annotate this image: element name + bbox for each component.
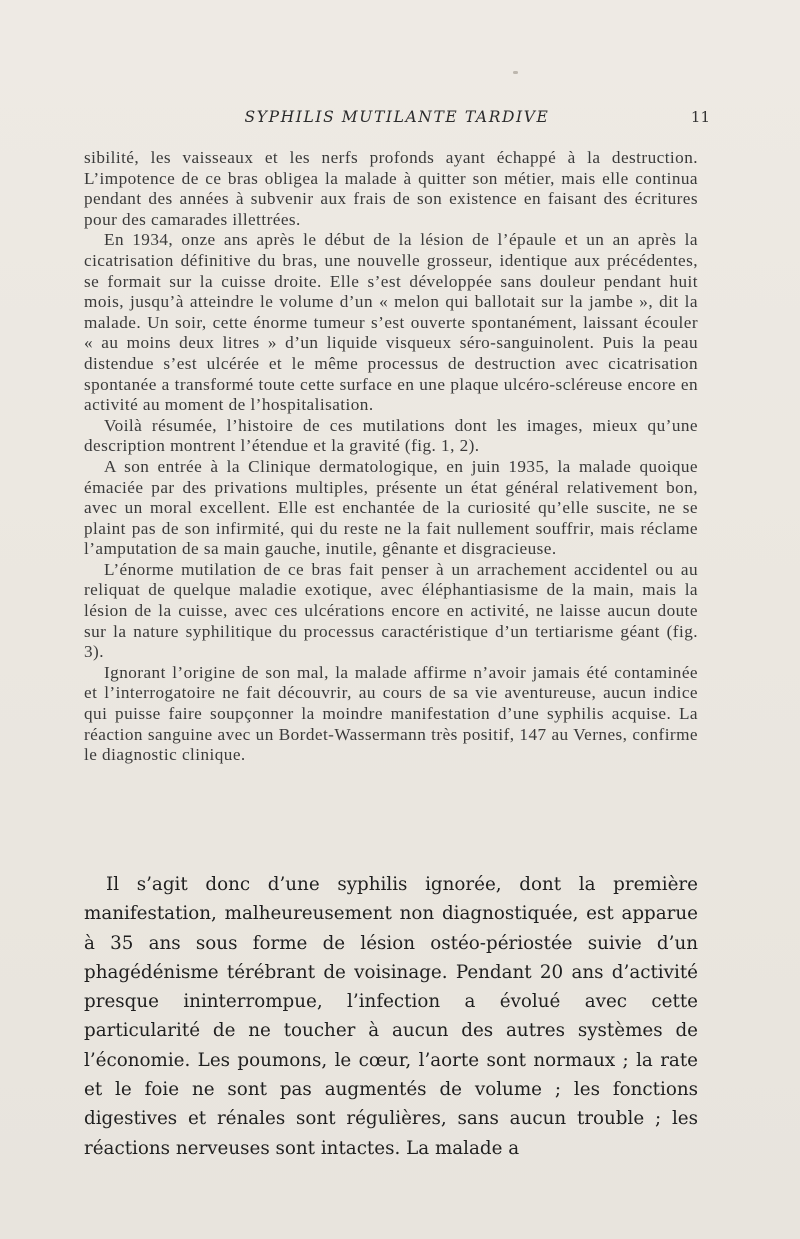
paragraph: Il s’agit donc d’une syphilis ignorée, dont la première manifestation, malheureusement non diagnostiquée, est apparue à 35 ans sous forme de lésion ostéo-périostée suivie d’un phagédénisme térébrant de voisinage. Pendant 20 ans d’activité presque ininterrompue, l’infection a évolué avec cette particularité de ne toucher à aucun des autres systèmes de l’économie. Les poumons, le cœur, l’aorte sont normaux ; la rate et le foie ne sont pas augmentés de volume ; les fonctions digestives et rénales sont régulières, sans aucun trouble ; les réactions nerveuses sont intactes. La malade a [84,874,698,1159]
paragraph: Ignorant l’origine de son mal, la malade affirme n’avoir jamais été contaminée et l’interrogatoire ne fait découvrir, au cours de sa vie aventureuse, aucun indice qui puisse faire soupçonner la moindre manifestation d’une syphilis acquise. La réaction sanguine avec un Bordet-Wassermann très positif, 147 au Vernes, confirme le diagnostic clinique. [84,662,698,765]
paragraph: sibilité, les vaisseaux et les nerfs profonds ayant échappé à la destruction. L’impotence de ce bras obligea la malade à quitter son métier, mais elle continua pendant des années à subvenir aux frais de son existence en faisant des écritures pour des camarades illettrées. [84,148,698,229]
paragraph: En 1934, onze ans après le début de la lésion de l’épaule et un an après la cicatrisation définitive du bras, une nouvelle grosseur, identique aux précédentes, se formait sur la cuisse droite. Elle s’est développée sans douleur pendant huit mois, jusqu’à atteindre le volume d’un « melon qui ballotait sur la jambe », dit la malade. Un soir, cette énorme tumeur s’est ouverte spontanément, laissant écouler « au moins deux litres » d’un liquide visqueux séro-sanguinolent. Puis la peau distendue s’est ulcérée et le même processus de destruction avec cicatrisation spontanée a transformé toute cette surface en une plaque ulcéro-scléreuse encore en activité au moment de l’hospitalisation. [84,230,698,415]
body-text-small [84,148,698,766]
paragraph: L’énorme mutilation de ce bras fait penser à un arrachement accidentel ou au reliquat de quelque maladie exotique, avec éléphantiasisme de la main, mais la lésion de la cuisse, avec ces ulcérations encore en activité, ne laisse aucun doute sur la nature syphilitique du processus caractéristique d’un tertiarisme géant (fig. 3). [84,559,698,662]
paragraph: A son entrée à la Clinique dermatologique, en juin 1935, la malade quoique émaciée par des privations multiples, présente un état général relativement bon, avec un moral excellent. Elle est enchantée de la curiosité qu’elle suscite, ne se plaint pas de son infirmité, qui du reste ne la fait nullement souffrir, mais réclame l’amputation de sa main gauche, inutile, gênante et disgracieuse. [84,456,698,559]
page-header [84,104,710,132]
running-title: SYPHILIS MUTILANTE TARDIVE [244,108,550,126]
body-text-large [84,870,698,1163]
paper-speck [513,71,518,74]
paragraph: Voilà résumée, l’histoire de ces mutilations dont les images, mieux qu’une description montrent l’étendue et la gravité (fig. 1, 2). [84,415,698,456]
page-number: 11 [690,108,710,126]
